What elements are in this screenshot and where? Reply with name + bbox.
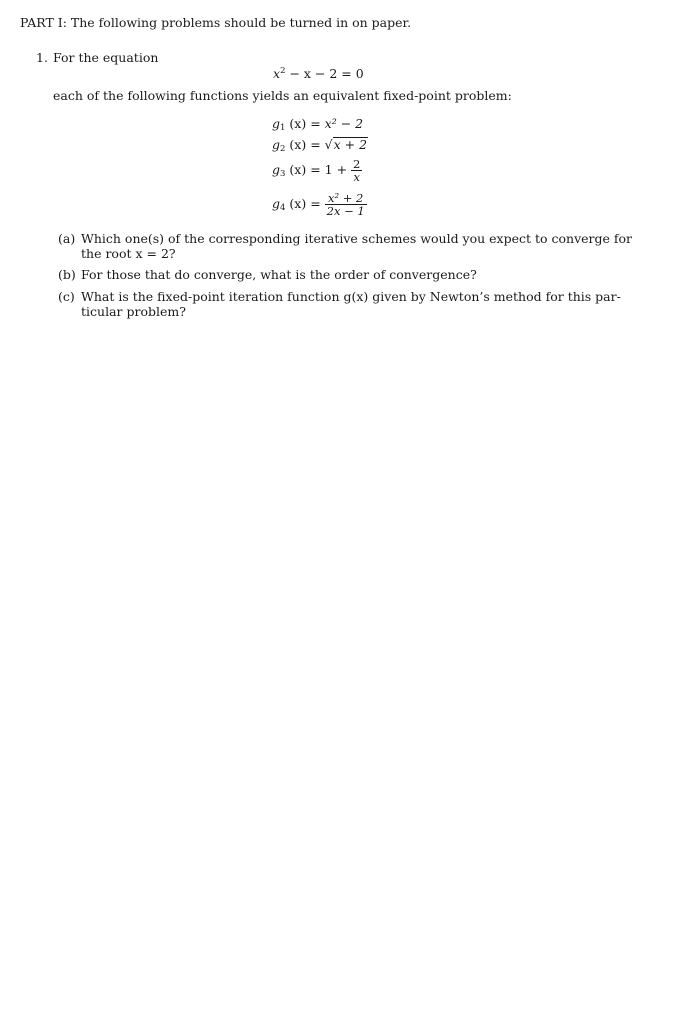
g4-name: g — [272, 196, 281, 211]
g3-numerator: 2 — [353, 157, 361, 171]
g3-arg: (x) = — [289, 162, 321, 177]
g3-denominator: x — [351, 170, 362, 183]
g2-rhs: x + 2 — [333, 137, 368, 152]
g2-radical: √ — [324, 137, 333, 152]
part-c-line2: ticular problem? — [81, 304, 186, 319]
g2-name: g — [272, 137, 281, 152]
g3-prefix: 1 + — [324, 162, 348, 177]
equation-variable: x — [273, 66, 281, 81]
g4-fraction — [325, 192, 367, 217]
function-g3 — [272, 158, 362, 183]
function-g1 — [272, 116, 363, 131]
problem-lead: each of the following functions yields an equivalent fixed-point problem: — [53, 88, 512, 103]
g3-fraction — [351, 158, 362, 183]
function-g4 — [272, 192, 367, 217]
part-b-line1: For those that do converge, what is the order of convergence? — [81, 267, 477, 282]
g3-sub: 3 — [280, 169, 286, 179]
part-a-label: (a) — [58, 231, 76, 246]
g1-sub: 1 — [280, 123, 286, 133]
problem-intro: For the equation — [53, 50, 159, 65]
part-c-line1: What is the fixed-point iteration function g(x) given by Newton’s method for this par- — [81, 289, 621, 304]
g4-numerator: x² + 2 — [328, 191, 364, 205]
g4-denominator: 2x − 1 — [326, 204, 365, 218]
g2-arg: (x) = — [289, 137, 321, 152]
part-title: PART I: The following problems should be turned in on paper. — [20, 15, 412, 30]
g3-name: g — [272, 162, 281, 177]
g2-sub: 2 — [280, 144, 286, 154]
part-a-line2: the root x = 2? — [81, 246, 176, 261]
main-equation — [273, 66, 364, 81]
equation-rest: − x − 2 = 0 — [285, 66, 364, 81]
g1-name: g — [272, 116, 281, 131]
g4-sub: 4 — [280, 203, 286, 213]
problem-number: 1. — [36, 50, 48, 65]
equation-exponent: 2 — [280, 66, 286, 76]
g1-arg: (x) = — [289, 116, 321, 131]
function-g2 — [272, 137, 368, 152]
part-b-label: (b) — [58, 267, 76, 282]
g1-rhs: x² − 2 — [324, 116, 364, 131]
part-c-label: (c) — [58, 289, 75, 304]
g4-arg: (x) = — [289, 196, 321, 211]
part-a-line1: Which one(s) of the corresponding iterative schemes would you expect to converge for — [81, 231, 633, 246]
